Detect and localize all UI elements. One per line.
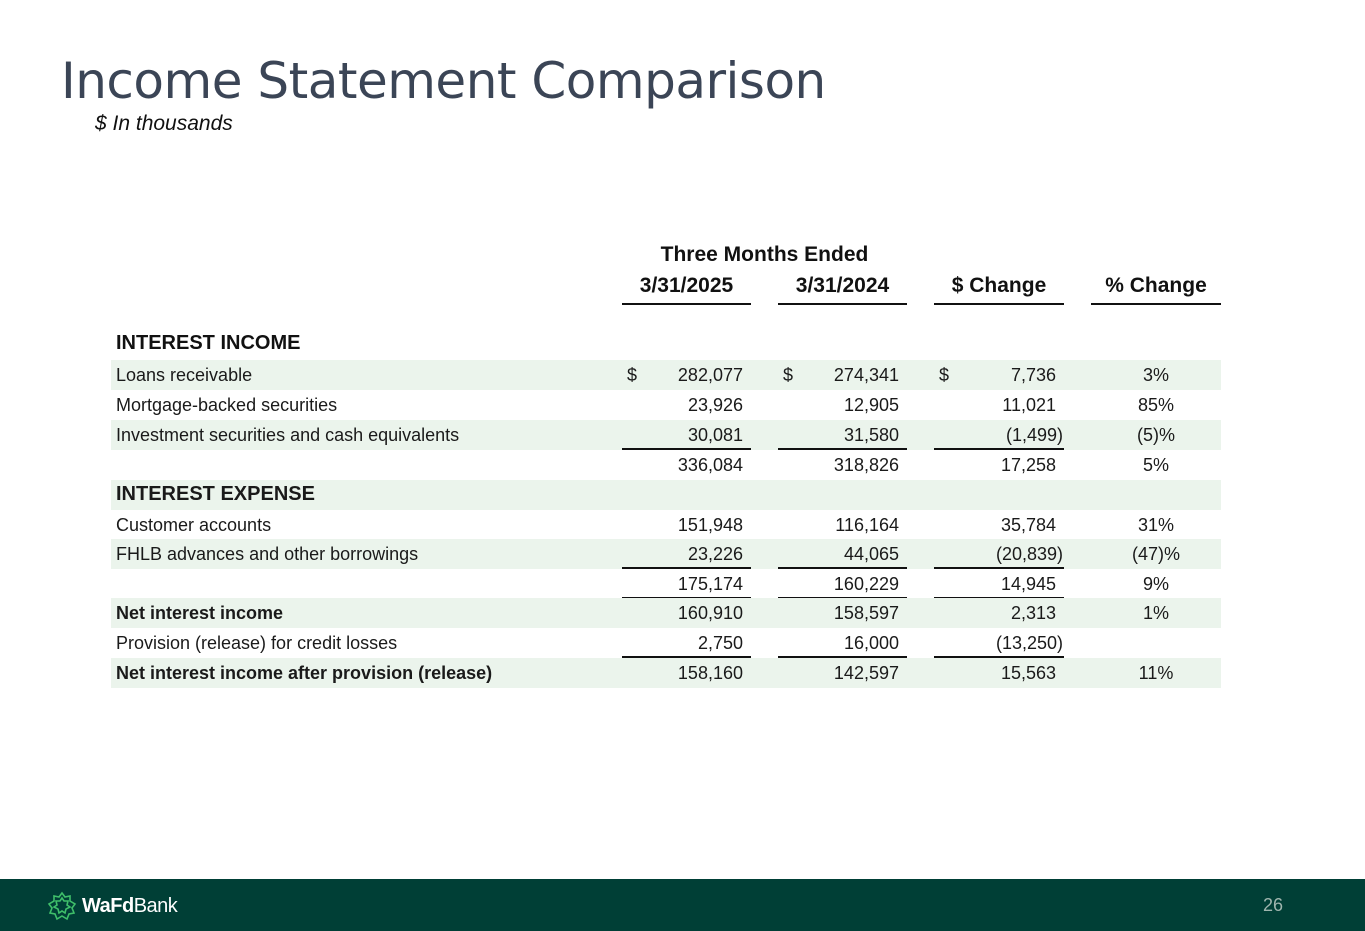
cell-2025 — [622, 390, 751, 418]
cell-change — [934, 598, 1064, 626]
value-2024: 12,905 — [843, 395, 899, 415]
value-2025: 336,084 — [677, 455, 743, 475]
value-pct: (47)% — [1131, 544, 1180, 564]
cell-2025 — [622, 360, 751, 388]
cell-change — [934, 628, 1064, 658]
currency-symbol: $ — [627, 365, 638, 385]
table-row-expense-total — [111, 569, 1221, 599]
cell-2025 — [622, 539, 751, 569]
value-2025: 158,160 — [677, 663, 743, 683]
value-pct: 1% — [1142, 603, 1169, 623]
value-change: 11,021 — [1002, 395, 1056, 415]
table-row-section-expense — [111, 480, 1221, 510]
value-change: 7,736 — [1010, 365, 1056, 385]
value-2024: 274,341 — [833, 365, 899, 385]
value-2024: 31,580 — [843, 425, 899, 445]
value-pct: 31% — [1137, 515, 1175, 535]
cell-2025 — [622, 658, 751, 686]
group-header: Three Months Ended — [660, 243, 869, 266]
cell-change — [934, 420, 1064, 450]
currency-symbol: $ — [783, 365, 794, 385]
row-label: Net interest income — [116, 603, 284, 623]
row-label: Loans receivable — [116, 365, 253, 385]
cell-2025 — [622, 510, 751, 538]
section-interest-income: INTEREST INCOME — [116, 332, 301, 354]
value-2024: 116,164 — [835, 515, 899, 535]
cell-2024 — [778, 628, 907, 658]
column-header-dollar-change: $ Change — [934, 274, 1064, 305]
cell-change — [934, 539, 1064, 569]
value-change: 2,313 — [1010, 603, 1056, 623]
value-pct: 5% — [1142, 455, 1169, 475]
page-subtitle: $ In thousands — [95, 112, 233, 135]
cell-2024 — [778, 598, 907, 626]
value-pct: 11% — [1138, 663, 1174, 683]
value-change: (1,499) — [1005, 425, 1063, 445]
value-2024: 158,597 — [833, 603, 899, 623]
value-2025: 175,174 — [677, 574, 743, 594]
value-pct: (5)% — [1136, 425, 1175, 445]
row-label: FHLB advances and other borrowings — [116, 544, 419, 564]
column-header-pct-change: % Change — [1091, 274, 1221, 305]
value-change: 15,563 — [1000, 663, 1056, 683]
cell-2024 — [778, 450, 907, 478]
cell-2024 — [778, 539, 907, 569]
wafd-bank-logo — [46, 890, 177, 922]
cell-2024 — [778, 420, 907, 450]
value-2025: 2,750 — [697, 633, 743, 653]
cell-2025 — [622, 450, 751, 478]
cell-2024 — [778, 510, 907, 538]
value-2024: 142,597 — [833, 663, 899, 683]
row-label: Customer accounts — [116, 515, 272, 535]
wafd-logo-icon — [46, 890, 78, 922]
page-title: Income Statement Comparison — [61, 52, 826, 110]
logo-wordmark — [82, 895, 177, 918]
column-header-2024: 3/31/2024 — [778, 274, 907, 305]
section-interest-expense: INTEREST EXPENSE — [116, 483, 315, 505]
currency-symbol: $ — [939, 365, 950, 385]
table-row-mbs — [111, 390, 1221, 420]
value-2024: 44,065 — [843, 544, 899, 564]
cell-2025 — [622, 628, 751, 658]
cell-change — [934, 360, 1064, 388]
value-2025: 23,226 — [687, 544, 743, 564]
value-2024: 16,000 — [843, 633, 899, 653]
value-2025: 23,926 — [687, 395, 743, 415]
value-change: (20,839) — [995, 544, 1063, 564]
value-change: 17,258 — [1000, 455, 1056, 475]
table-row-loans — [111, 360, 1221, 390]
row-label: Mortgage-backed securities — [116, 395, 338, 415]
value-2024: 318,826 — [833, 455, 899, 475]
value-2025: 282,077 — [677, 365, 743, 385]
cell-change — [934, 658, 1064, 686]
table-row-fhlb — [111, 539, 1221, 569]
value-2024: 160,229 — [833, 574, 899, 594]
table-row-investments — [111, 420, 1221, 450]
table-row-nii-after-provision — [111, 658, 1221, 688]
cell-change — [934, 390, 1064, 418]
table-row-customer-accounts — [111, 510, 1221, 540]
cell-2024 — [778, 569, 907, 599]
row-label: Investment securities and cash equivalents — [116, 425, 460, 445]
value-change: 14,945 — [1000, 574, 1056, 594]
value-pct — [1091, 628, 1221, 656]
cell-2024 — [778, 390, 907, 418]
value-2025: 151,948 — [677, 515, 743, 535]
cell-2024 — [778, 360, 907, 388]
column-header-2025: 3/31/2025 — [622, 274, 751, 305]
cell-2025 — [622, 598, 751, 626]
row-label: Provision (release) for credit losses — [116, 633, 398, 653]
cell-2024 — [778, 658, 907, 686]
table-row-income-total — [111, 450, 1221, 480]
value-pct: 85% — [1137, 395, 1175, 415]
cell-2025 — [622, 420, 751, 450]
table-row-net-interest-income — [111, 598, 1221, 628]
cell-change — [934, 510, 1064, 538]
value-pct: 9% — [1142, 574, 1169, 594]
logo-bold: WaFd — [82, 894, 134, 917]
value-change: (13,250) — [995, 633, 1063, 653]
value-2025: 160,910 — [677, 603, 743, 623]
value-pct: 3% — [1142, 365, 1169, 385]
page-number: 26 — [1262, 895, 1283, 915]
value-2025: 30,081 — [687, 425, 743, 445]
cell-change — [934, 569, 1064, 599]
logo-regular: Bank — [133, 894, 178, 917]
row-label: Net interest income after provision (release) — [116, 663, 493, 683]
table-row-provision — [111, 628, 1221, 658]
cell-change — [934, 450, 1064, 478]
footer-bar — [0, 879, 1365, 931]
value-change: 35,784 — [1000, 515, 1056, 535]
cell-2025 — [622, 569, 751, 599]
